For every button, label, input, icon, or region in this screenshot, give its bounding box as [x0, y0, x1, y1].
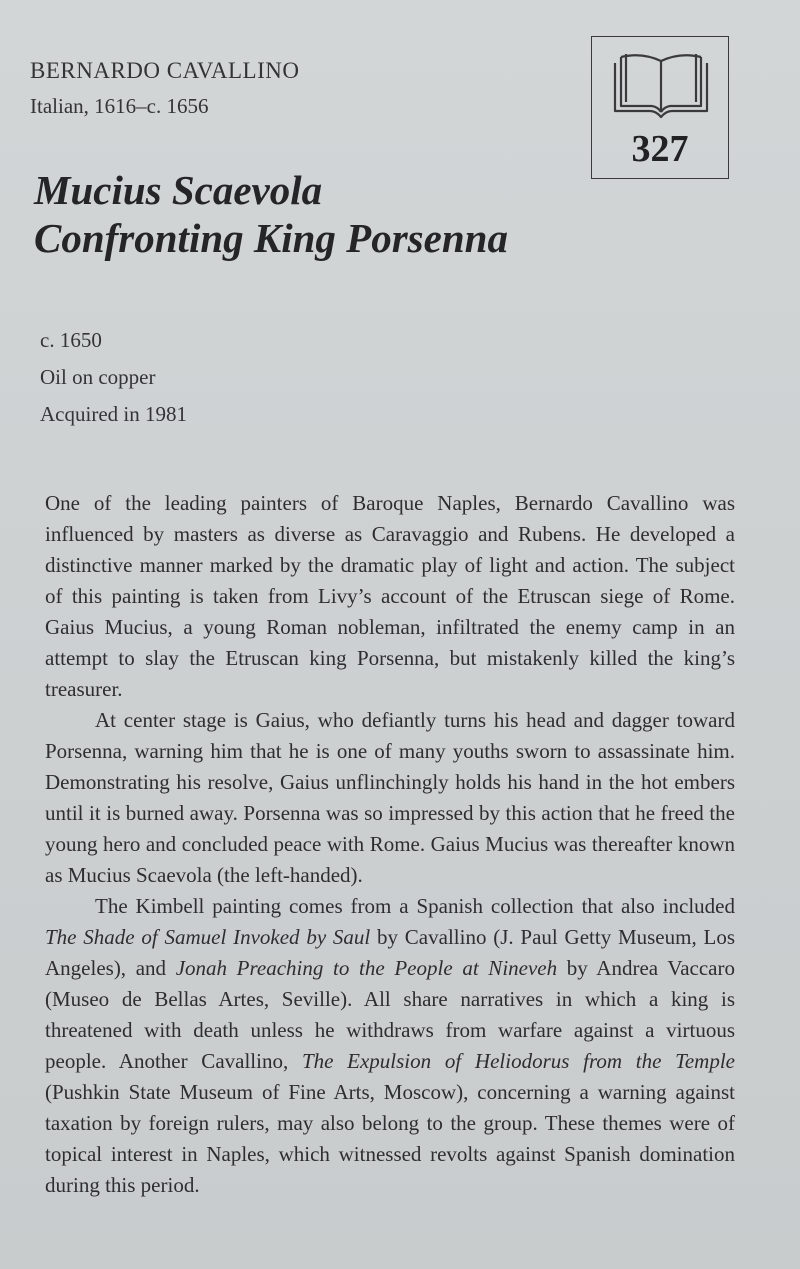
- artwork-reference-shade-of-samuel: The Shade of Samuel Invoked by Saul: [45, 925, 371, 949]
- artwork-details: [40, 322, 187, 433]
- description-text: [45, 488, 735, 1201]
- open-book-icon: [612, 49, 710, 121]
- artwork-medium: Oil on copper: [40, 365, 156, 389]
- audio-tour-stop-box: [591, 36, 729, 179]
- paragraph-1: One of the leading painters of Baroque Naples, Bernardo Cavallino was influenced by masters as diverse as Caravaggio and Rubens. He developed a distinctive manner marked by the dramatic play of light and action. The subject of this painting is taken from Livy’s account of the Etruscan siege of Rome. Gaius Mucius, a young Roman nobleman, infiltrated the enemy camp in an attempt to slay the Etruscan king Porsenna, but mistakenly killed the king’s treasurer.: [45, 491, 735, 701]
- artwork-reference-jonah-preaching: Jonah Preaching to the People at Nineveh: [175, 956, 558, 980]
- title-line-1: Mucius Scaevola: [34, 167, 323, 213]
- artist-nationality-dates: Italian, 1616–c. 1656: [30, 94, 209, 118]
- paragraph-3-text-1: The Kimbell painting comes from a Spanish collection that also included: [95, 894, 735, 918]
- artist-name: BERNARDO CAVALLINO: [30, 58, 300, 83]
- artwork-date: c. 1650: [40, 328, 102, 352]
- paragraph-3-text-2: by Cavallino (J. Paul Getty Museum, Los Angeles), and: [45, 925, 735, 980]
- artwork-title: [34, 166, 508, 262]
- paragraph-3-text-3: by Andrea Vaccaro (Museo de Bellas Artes, Seville). All share narratives in which a king is threatened with death unless he withdraws from warfare against a virtuous people. Another Cavallino,: [45, 956, 735, 1073]
- artwork-reference-expulsion-of-heliodorus: The Expulsion of Heliodorus from the Temple: [301, 1049, 735, 1073]
- stop-number: 327: [631, 128, 689, 170]
- acquisition-year: Acquired in 1981: [40, 402, 187, 426]
- title-line-2: Confronting King Porsenna: [34, 215, 508, 261]
- paragraph-3: [45, 891, 735, 1201]
- paragraph-2: At center stage is Gaius, who defiantly turns his head and dagger toward Porsenna, warning him that he is one of many youths sworn to assassinate him. Demonstrating his resolve, Gaius unflinchingly holds his hand in the hot embers until it is burned away. Porsenna was so impressed by this action that he freed the young hero and concluded peace with Rome. Gaius Mucius was thereafter known as Mucius Scaevola (the left-handed).: [45, 708, 735, 887]
- paragraph-3-text-4: (Pushkin State Museum of Fine Arts, Moscow), concerning a warning against taxation by foreign rulers, may also belong to the group. These themes were of topical interest in Naples, which witnessed revolts against Spanish domination during this period.: [45, 1080, 735, 1197]
